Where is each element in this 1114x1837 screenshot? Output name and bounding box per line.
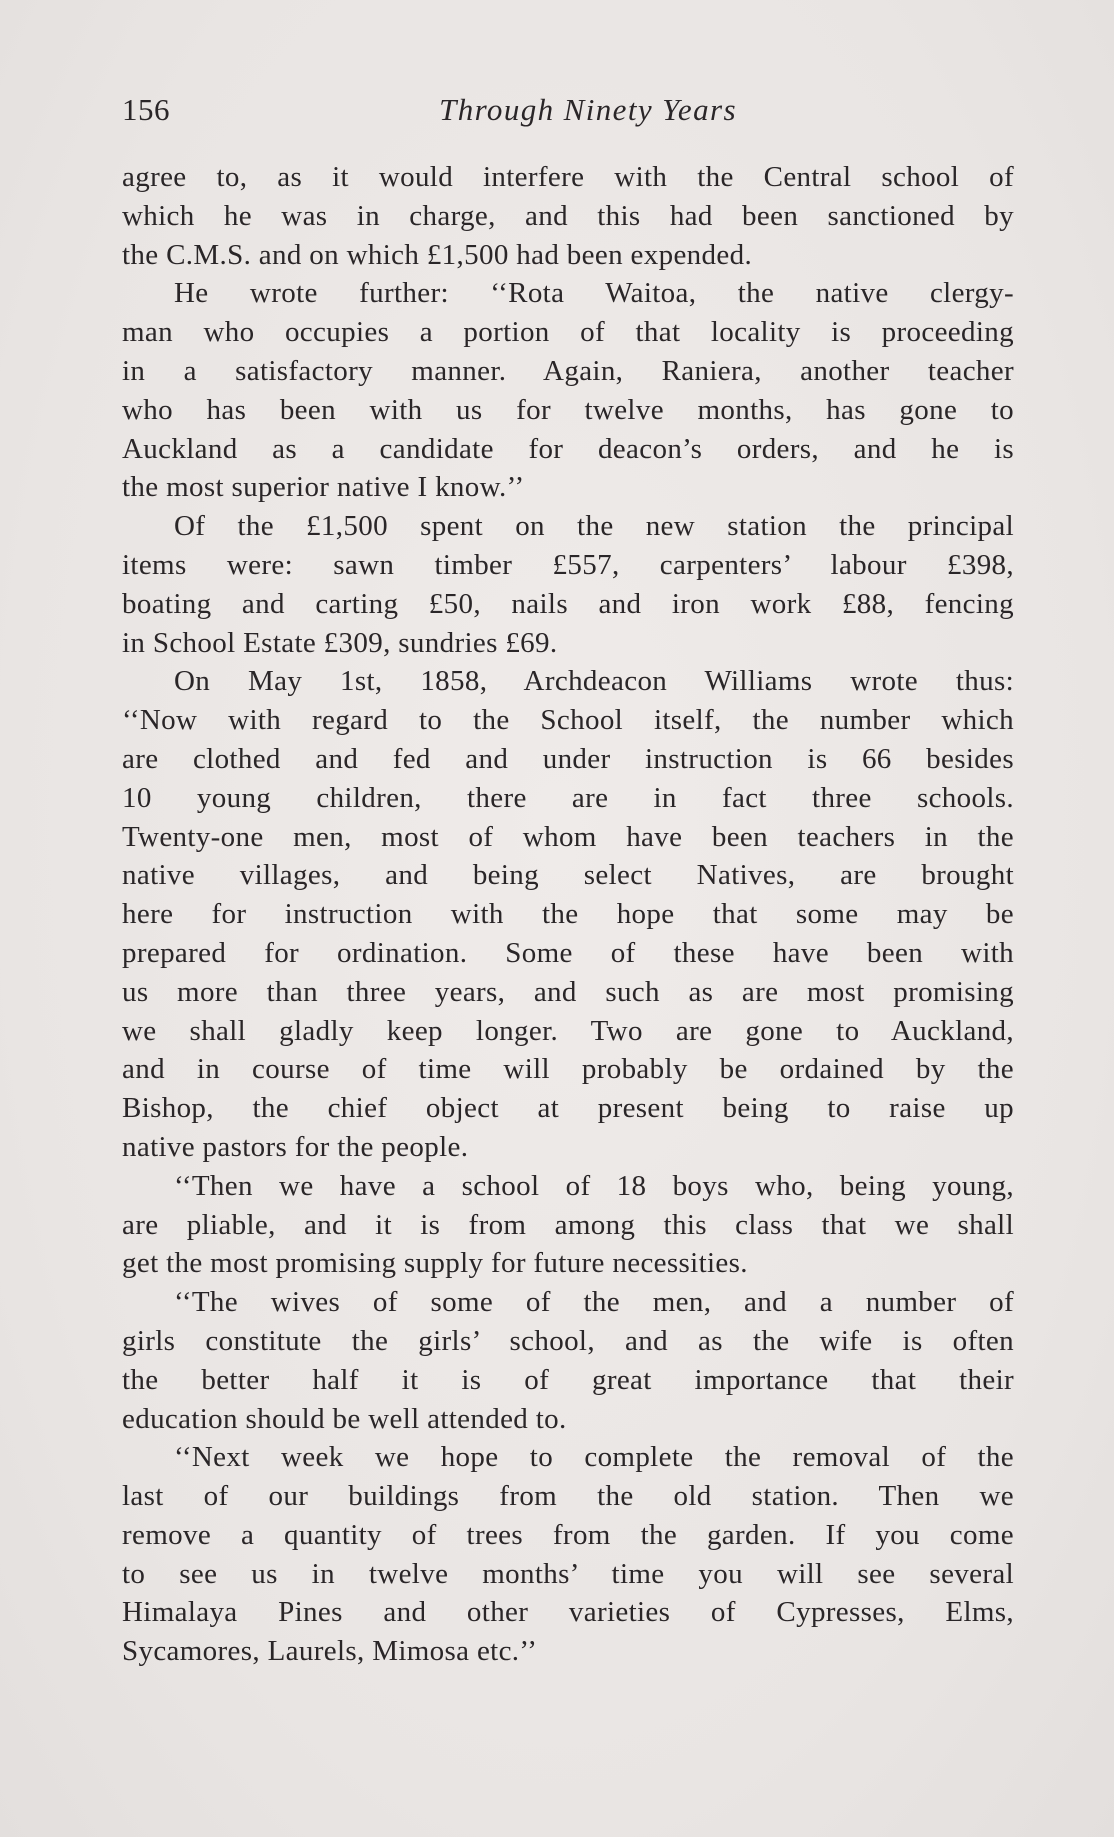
text-line: the better half it is of great importance that their	[122, 1363, 1014, 1396]
text-line: Bishop, the chief object at present being to raise up	[122, 1092, 1014, 1125]
paragraph	[122, 1283, 1014, 1438]
text-line: are pliable, and it is from among this class that we shall	[122, 1208, 1014, 1241]
text-line: prepared for ordination. Some of these have been with	[122, 936, 1014, 969]
paragraph	[122, 507, 1014, 662]
text-line: native pastors for the people.	[122, 1130, 469, 1163]
text-line: in a satisfactory manner. Again, Raniera, another teacher	[122, 354, 1014, 387]
text-line: Himalaya Pines and other varieties of Cypresses, Elms,	[122, 1596, 1014, 1629]
paragraph	[122, 158, 1014, 274]
text-line: here for instruction with the hope that some may be	[122, 898, 1014, 931]
text-line: the most superior native I know.’’	[122, 471, 525, 504]
text-line: items were: sawn timber £557, carpenters’ labour £398,	[122, 548, 1014, 581]
text-line: we shall gladly keep longer. Two are gone to Auckland,	[122, 1014, 1014, 1047]
text-line: remove a quantity of trees from the garden. If you come	[122, 1518, 1014, 1551]
text-line: are clothed and fed and under instruction is 66 besides	[122, 742, 1014, 775]
text-line: boating and carting £50, nails and iron work £88, fencing	[122, 587, 1014, 620]
text-line: 10 young children, there are in fact three schools.	[122, 781, 1014, 814]
text-line: On May 1st, 1858, Archdeacon Williams wrote thus:	[174, 665, 1014, 698]
paragraph	[122, 1167, 1014, 1283]
text-line: and in course of time will probably be ordained by the	[122, 1053, 1014, 1086]
running-head	[122, 92, 1014, 132]
text-line: He wrote further: ‘‘Rota Waitoa, the native clergy-	[174, 277, 1014, 310]
page-number: 156	[122, 92, 170, 127]
text-line: which he was in charge, and this had been sanctioned by	[122, 199, 1014, 232]
text-line: in School Estate £309, sundries £69.	[122, 626, 558, 659]
text-line: Sycamores, Laurels, Mimosa etc.’’	[122, 1635, 538, 1668]
paragraph	[122, 1438, 1014, 1671]
paragraph	[122, 274, 1014, 507]
text-line: ‘‘Then we have a school of 18 boys who, being young,	[174, 1169, 1014, 1202]
text-line: who has been with us for twelve months, has gone to	[122, 393, 1014, 426]
text-line: Of the £1,500 spent on the new station the principal	[174, 510, 1014, 543]
text-line: man who occupies a portion of that locality is proceeding	[122, 316, 1014, 349]
text-line: Auckland as a candidate for deacon’s orders, and he is	[122, 432, 1014, 465]
text-line: us more than three years, and such as are most promising	[122, 975, 1014, 1008]
text-line: the C.M.S. and on which £1,500 had been expended.	[122, 238, 753, 271]
text-line: native villages, and being select Natives, are brought	[122, 859, 1014, 892]
text-line: last of our buildings from the old station. Then we	[122, 1480, 1014, 1513]
paragraph	[122, 662, 1014, 1166]
text-line: get the most promising supply for future necessities.	[122, 1247, 748, 1280]
text-line: Twenty-one men, most of whom have been teachers in the	[122, 820, 1014, 853]
text-line: ‘‘Now with regard to the School itself, the number which	[122, 704, 1014, 737]
running-title: Through Ninety Years	[439, 92, 737, 127]
body-text	[122, 158, 1014, 1671]
text-line: to see us in twelve months’ time you will see several	[122, 1557, 1014, 1590]
text-line: education should be well attended to.	[122, 1402, 567, 1435]
text-line: ‘‘Next week we hope to complete the removal of the	[174, 1441, 1014, 1474]
text-line: agree to, as it would interfere with the Central school of	[122, 161, 1014, 193]
text-line: ‘‘The wives of some of the men, and a number of	[174, 1286, 1014, 1319]
text-line: girls constitute the girls’ school, and as the wife is often	[122, 1324, 1014, 1357]
